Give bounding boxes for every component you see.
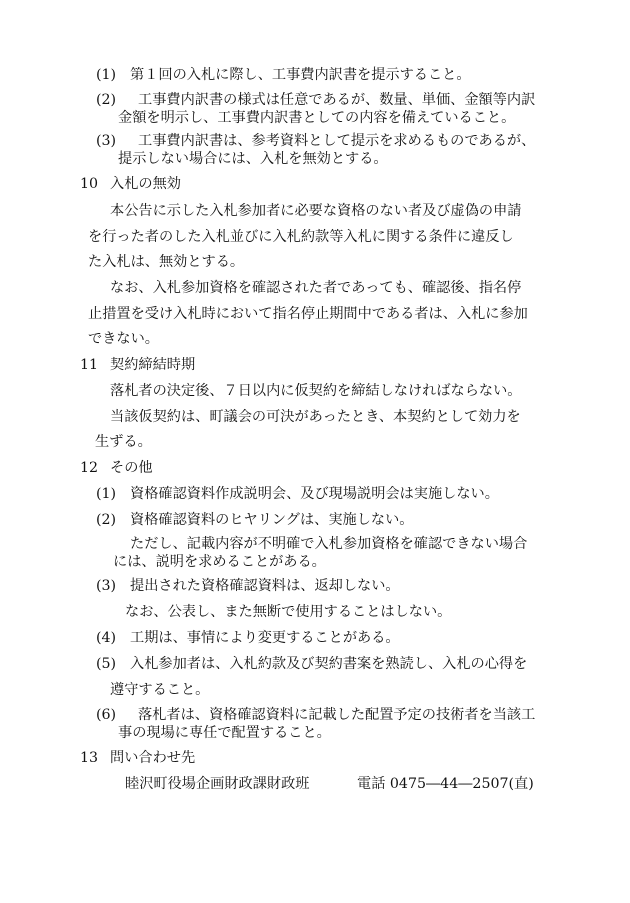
- sec9-item2-line2: 金額を明示し、工事費内訳書としての内容を備えていること。: [118, 110, 516, 126]
- sec10-number: 10: [80, 176, 99, 192]
- sec13-heading: 問い合わせ先: [110, 750, 196, 766]
- sec12-item2-line3: には、説明を求めることがある。: [113, 554, 326, 570]
- sec12-item2-line2: ただし、記載内容が不明確で入札参加資格を確認できない場合: [130, 536, 528, 552]
- sec12-item6-line1: 落札者は、資格確認資料に記載した配置予定の技術者を当該工: [138, 707, 536, 723]
- sec9-item1-number: (1): [96, 67, 117, 83]
- sec9-item3-line2: 提示しない場合には、入札を無効とする。: [118, 151, 388, 167]
- sec9-item2-line1: 工事費内訳書の様式は任意であるが、数量、単価、金額等内訳: [138, 92, 536, 108]
- sec10-para1-line3: た入札は、無効とする。: [88, 254, 245, 270]
- sec11-heading: 契約締結時期: [110, 357, 196, 373]
- sec11-para2-line1: 当該仮契約は、町議会の可決があったとき、本契約として効力を: [110, 409, 521, 425]
- sec11-number: 11: [80, 357, 99, 373]
- sec9-item2-number: (2): [96, 92, 117, 108]
- sec12-item4-number: (4): [96, 630, 117, 646]
- sec11-para2-line2: 生ずる。: [95, 434, 152, 450]
- sec12-item1-number: (1): [96, 486, 117, 502]
- sec12-item2-number: (2): [96, 512, 117, 528]
- sec10-para2-line3: できない。: [88, 331, 159, 347]
- sec12-item5-line1: 入札参加者は、入札約款及び契約書案を熟読し、入札の心得を: [130, 656, 528, 672]
- sec12-item5-number: (5): [96, 656, 117, 672]
- sec12-item2-line1: 資格確認資料のヒヤリングは、実施しない。: [130, 512, 414, 528]
- contact-office: 睦沢町役場企画財政課財政班: [125, 776, 310, 792]
- sec12-item4-line1: 工期は、事情により変更することがある。: [130, 630, 400, 646]
- sec12-heading: その他: [110, 460, 153, 476]
- sec12-item6-line2: 事の現場に専任で配置すること。: [118, 725, 331, 741]
- sec12-item5-line2: 遵守すること。: [110, 682, 210, 698]
- sec9-item3-number: (3): [96, 133, 117, 149]
- sec10-para1-line2: を行った者のした入札並びに入札約款等入札に関する条件に違反し: [88, 229, 514, 245]
- sec12-item3-line1: 提出された資格確認資料は、返却しない。: [130, 578, 400, 594]
- sec9-item1-line1: 第１回の入札に際し、工事費内訳書を提示すること。: [130, 67, 471, 83]
- sec10-heading: 入札の無効: [110, 176, 181, 192]
- sec10-para2-line2: 止措置を受け入札時において指名停止期間中である者は、入札に参加: [88, 306, 528, 322]
- contact-phone: 電話 0475―44―2507(直): [357, 776, 534, 792]
- sec10-para2-line1: なお、入札参加資格を確認された者であっても、確認後、指名停: [110, 280, 522, 296]
- sec10-para1-line1: 本公告に示した入札参加者に必要な資格のない者及び虚偽の申請: [110, 203, 522, 219]
- sec13-number: 13: [80, 750, 99, 766]
- sec12-item3-number: (3): [96, 578, 117, 594]
- sec12-item3-line2: なお、公表し、また無断で使用することはしない。: [125, 604, 452, 620]
- sec12-number: 12: [80, 460, 99, 476]
- sec12-item1-line1: 資格確認資料作成説明会、及び現場説明会は実施しない。: [130, 486, 499, 502]
- sec12-item6-number: (6): [96, 707, 117, 723]
- sec9-item3-line1: 工事費内訳書は、参考資料として提示を求めるものであるが、: [138, 133, 536, 149]
- sec11-para1: 落札者の決定後、７日以内に仮契約を締結しなければならない。: [110, 383, 522, 399]
